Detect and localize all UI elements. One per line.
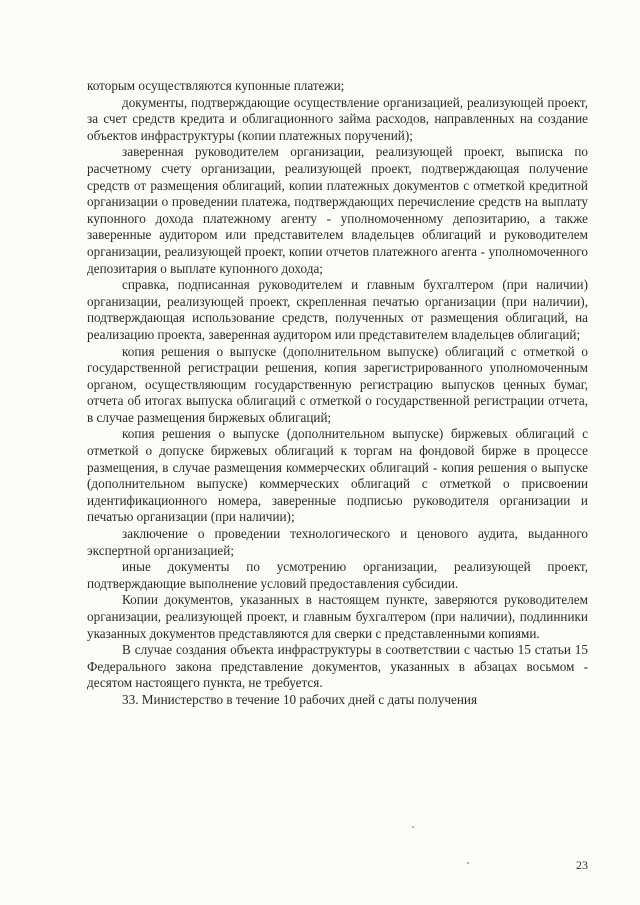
paragraph-copies-certification: Копии документов, указанных в настоящем пункте, заверяются руководителем организации, реализующей проект, и главным бухгалтером (при наличии), подлинники указанных документов представляются для сверки с представленными копиями.	[87, 592, 588, 641]
paragraph-bond-issue-decision: копия решения о выпуске (дополнительном выпуске) облигаций с отметкой о государственной регистрации решения, копия зарегистрированного уполномоченным органом, осуществляющим государственную регистрацию выпусков ценных бумаг, отчета об итогах выпуска облигаций с отметкой о государственной регистрации отчета, в случае размещения биржевых облигаций;	[87, 343, 588, 425]
paragraph-exchange-bonds-decision: копия решения о выпуске (дополнительном выпуске) биржевых облигаций с отметкой о допуске биржевых облигаций к торгам на фондовой бирже в процессе размещения, в случае размещения коммерческих облигаций - копия решения о выпуске (дополнительном выпуске) коммерческих облигаций с отметкой о присвоении идентификационного номера, заверенные подписью руководителя организации и печатью организации (при наличии);	[87, 426, 588, 525]
paragraph-coupon-payments-end: которым осуществляются купонные платежи;	[87, 78, 345, 93]
document-body	[87, 78, 588, 709]
paragraph-account-statement: заверенная руководителем организации, реализующей проект, выписка по расчетному счету организации, реализующей проект, подтверждающая получение средств от размещения облигаций, копии платежных документов с отметкой кредитной организации о проведении платежа, подтверждающих перечисление средств на выплату купонного дохода платежному агенту - уполномоченному депозитарию, а также заверенные аудитором или представителем владельцев облигаций и руководителем организации, реализующей проект, копии отчетов платежного агента - уполномоченного депозитария о выплате купонного дохода;	[87, 144, 588, 276]
scan-speck	[412, 826, 414, 828]
paragraph-item-33: 33. Министерство в течение 10 рабочих дней с даты получения	[122, 691, 478, 707]
paragraph-audit-conclusion: заключение о проведении технологического и ценового аудита, выданного экспертной организацией;	[87, 526, 588, 558]
paragraph-expense-documents: документы, подтверждающие осуществление организацией, реализующей проект, за счет средств кредита и облигационного займа расходов, направленных на создание объектов инфраструктуры (копии платежных поручений);	[87, 94, 588, 143]
page-number: 23	[576, 858, 588, 872]
paragraph-other-documents: иные документы по усмотрению организации, реализующей проект, подтверждающие выполнение условий предоставления субсидии.	[87, 559, 588, 591]
paragraph-infrastructure-exception: В случае создания объекта инфраструктуры в соответствии с частью 15 статьи 15 Федерального закона представление документов, указанных в абзацах восьмом - десятом настоящего пункта, не требуется.	[87, 642, 588, 691]
scan-speck	[467, 862, 469, 864]
paragraph-certificate: справка, подписанная руководителем и главным бухгалтером (при наличии) организации, реализующей проект, скрепленная печатью организации (при наличии), подтверждающая использование средств, полученных от размещения облигаций, на реализацию проекта, заверенная аудитором или представителем владельцев облигаций;	[87, 277, 588, 342]
